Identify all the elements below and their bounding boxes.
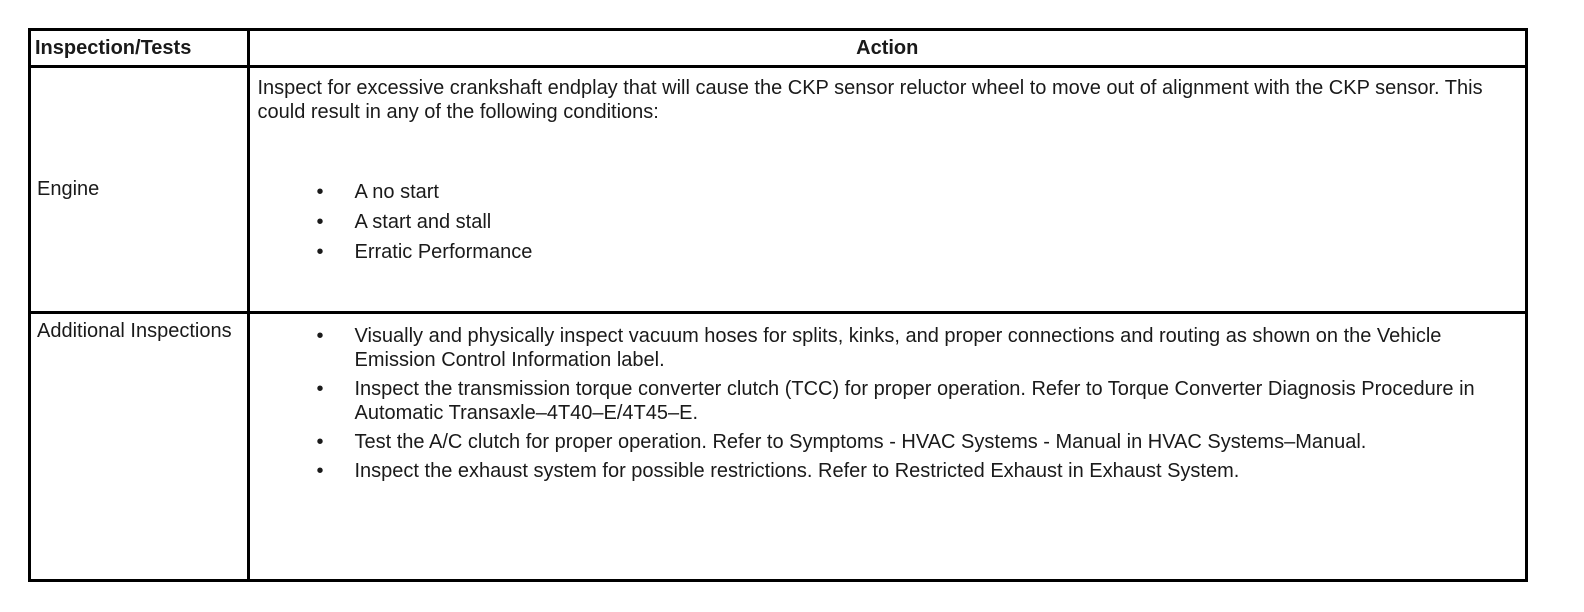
- engine-condition-list: [258, 180, 1518, 264]
- header-inspection-tests: Inspection/Tests: [31, 31, 248, 67]
- list-item: • A start and stall: [316, 211, 492, 233]
- bullet-icon: •: [316, 378, 324, 400]
- bullet-icon: •: [316, 325, 324, 347]
- list-item: • A no start: [316, 181, 439, 203]
- row-action-engine: [248, 67, 1525, 313]
- row-label-additional-inspections: Additional Inspections: [31, 313, 248, 580]
- bullet-icon: •: [316, 241, 324, 263]
- list-item: • Visually and physically inspect vacuum hoses for splits, kinks, and proper connections and routing as shown on the Vehicle Emission Control Information label.: [316, 325, 1442, 371]
- list-item: • Inspect the exhaust system for possible restrictions. Refer to Restricted Exhaust in Exhaust System.: [316, 460, 1240, 482]
- list-item: • Inspect the transmission torque converter clutch (TCC) for proper operation. Refer to Torque Converter Diagnosis Procedure in Automatic Transaxle–4T40–E/4T45–E.: [316, 378, 1475, 424]
- bullet-icon: •: [316, 211, 324, 233]
- row-action-additional: [248, 313, 1525, 580]
- inspection-table: [31, 31, 1525, 579]
- table-row-additional: [31, 313, 1525, 580]
- engine-intro-text: Inspect for excessive crankshaft endplay that will cause the CKP sensor reluctor wheel to move out of alignment with the CKP sensor. This could result in any of the following conditions:: [257, 77, 1483, 123]
- list-item: • Erratic Performance: [316, 241, 533, 263]
- table-header-row: [31, 31, 1525, 67]
- row-label-engine: Engine: [31, 67, 248, 313]
- bullet-icon: •: [316, 181, 324, 203]
- header-action: Action: [248, 31, 1525, 67]
- bullet-icon: •: [316, 460, 324, 482]
- table-row-engine: [31, 67, 1525, 313]
- bullet-icon: •: [316, 431, 324, 453]
- additional-inspection-list: [258, 324, 1518, 483]
- inspection-table-container: [28, 28, 1528, 582]
- list-item: • Test the A/C clutch for proper operation. Refer to Symptoms - HVAC Systems - Manual in HVAC Systems–Manual.: [316, 431, 1367, 453]
